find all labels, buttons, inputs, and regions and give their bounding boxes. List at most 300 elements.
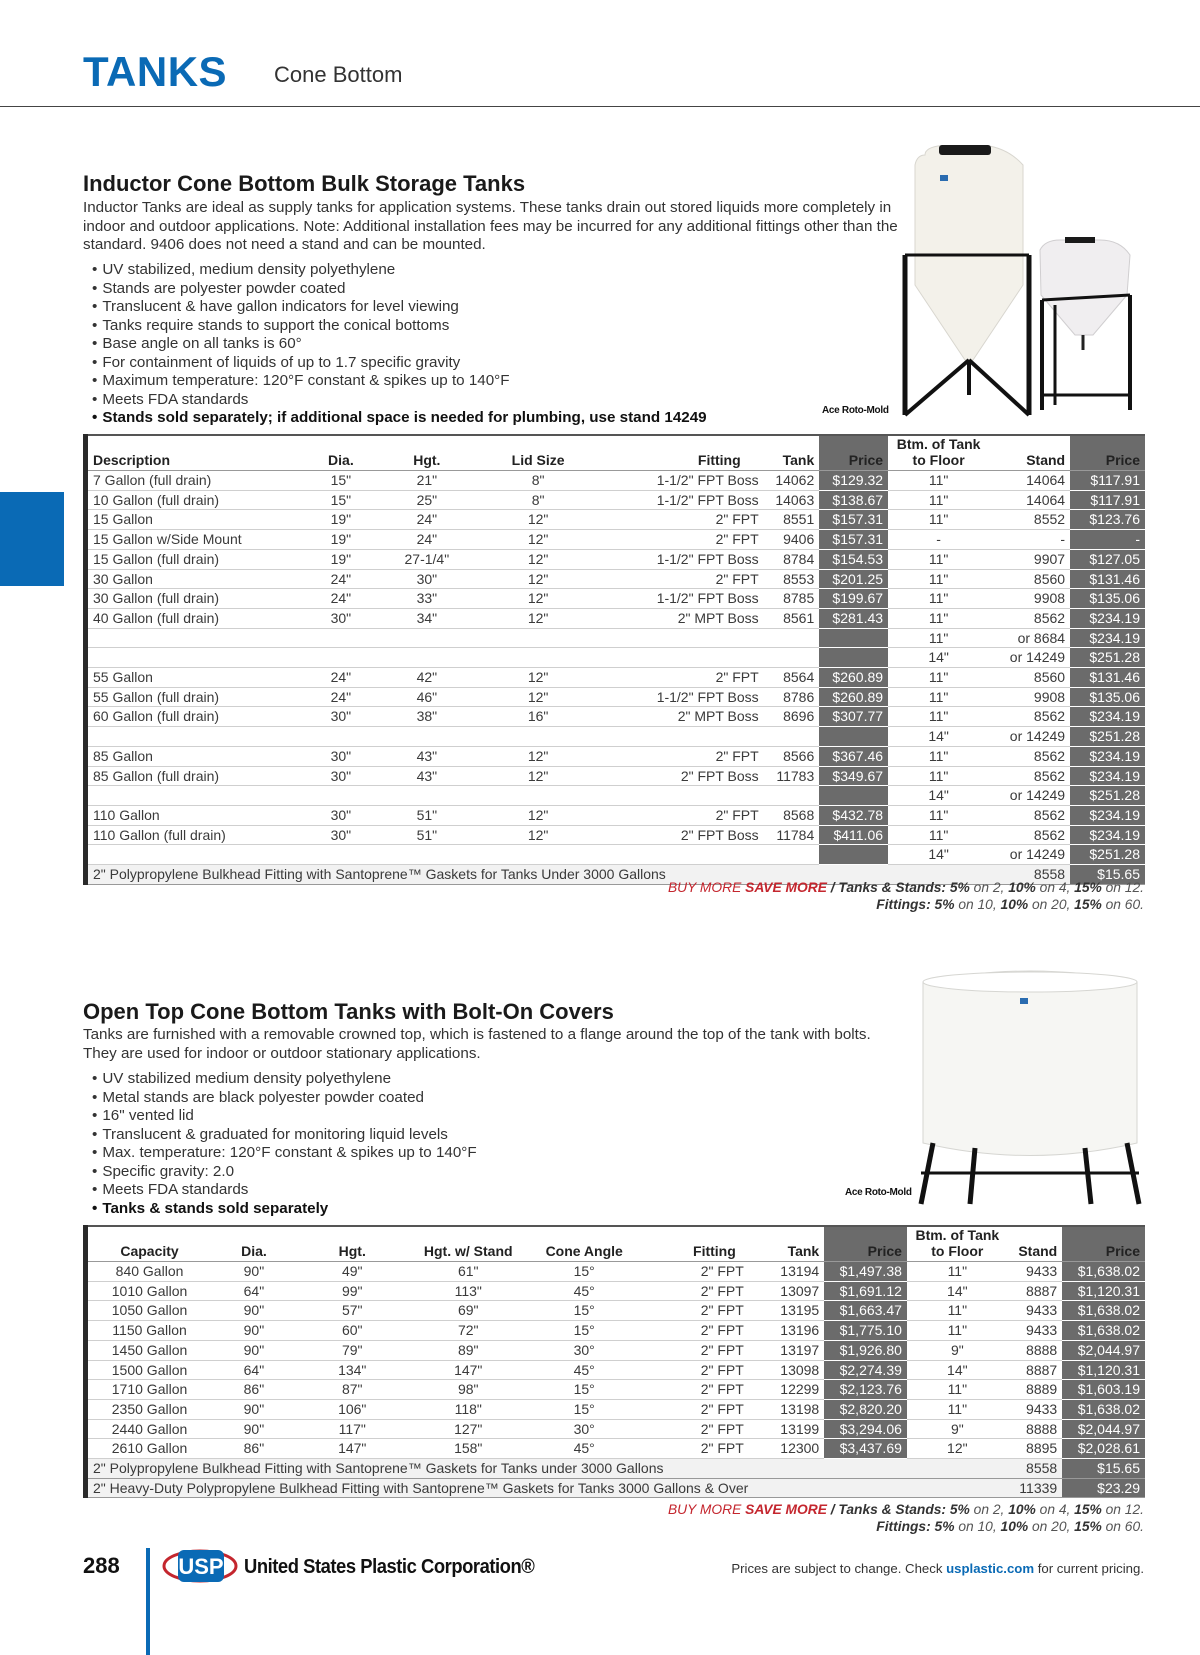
table-cell: 12" [477, 530, 598, 550]
feature-bullet: • Meets FDA standards [92, 391, 707, 410]
promo-line-fittings [668, 1519, 1144, 1536]
promo-f2: 10% [1000, 1518, 1029, 1534]
table-cell: 11" [888, 707, 989, 727]
table-cell: 8566 [767, 746, 820, 766]
feature-bullet: • Max. temperature: 120°F constant & spikes up to 140°F [92, 1144, 477, 1163]
table-cell: 30" [305, 825, 376, 845]
table-cell: 1050 Gallon [86, 1301, 212, 1321]
table-cell: $234.19 [1070, 805, 1145, 825]
table-cell: $127.05 [1070, 549, 1145, 569]
page-number: 288 [83, 1553, 120, 1578]
table-cell: 90" [211, 1262, 297, 1282]
table-cell: $281.43 [819, 608, 888, 628]
promo-buy-more: BUY MORE [667, 880, 742, 895]
promo-t2: 10% [1008, 1502, 1036, 1517]
table-row [86, 766, 1146, 786]
table-cell: 40 Gallon (full drain) [86, 608, 306, 628]
table-cell: 2" FPT [640, 1301, 772, 1321]
table-cell: 2" FPT [599, 746, 767, 766]
table-cell: 2" FPT [640, 1399, 772, 1419]
table-cell: 8560 [989, 668, 1070, 688]
table-cell: 8562 [989, 707, 1070, 727]
table-cell: $234.19 [1070, 825, 1145, 845]
table-cell: 12" [477, 608, 598, 628]
promo-f2-on: on 20, [1028, 896, 1075, 912]
accessory-row [86, 1459, 1146, 1479]
table-cell: 1-1/2" FPT Boss [599, 490, 767, 510]
table-cell: 24" [376, 510, 477, 530]
table-cell: 11" [907, 1321, 1008, 1341]
table-cell: 19" [305, 530, 376, 550]
table-cell: 25" [376, 490, 477, 510]
table-cell [477, 845, 598, 865]
table-cell: 13196 [772, 1321, 824, 1341]
table-cell: 55 Gallon (full drain) [86, 687, 306, 707]
accessory-stand: 8558 [1008, 1459, 1062, 1479]
table-cell: 85 Gallon (full drain) [86, 766, 306, 786]
table-cell: 8888 [1008, 1340, 1062, 1360]
table-cell: 11" [888, 628, 989, 648]
table-cell: 45° [529, 1439, 640, 1459]
table-cell: 19" [305, 549, 376, 569]
promo-f3: 15% [1074, 896, 1102, 912]
table-cell: 14" [907, 1281, 1008, 1301]
table-cell: - [888, 530, 989, 550]
table-cell: 1150 Gallon [86, 1321, 212, 1341]
table-cell: 8562 [989, 746, 1070, 766]
feature-bullet: • Tanks require stands to support the conical bottoms [92, 317, 707, 336]
usplastic-link[interactable]: usplastic.com [946, 1561, 1035, 1576]
table-cell: 11" [888, 668, 989, 688]
table-cell [305, 786, 376, 806]
table-cell: 118" [408, 1399, 529, 1419]
table-cell [819, 628, 888, 648]
table-row [86, 510, 1146, 530]
feature-bullet-bold: • Stands sold separately; if additional space is needed for plumbing, use stand 14249 [92, 409, 707, 428]
table-cell: $1,638.02 [1062, 1321, 1145, 1341]
table-cell [305, 628, 376, 648]
table-cell: 14064 [989, 490, 1070, 510]
table-cell: 79" [297, 1340, 408, 1360]
table-cell: 2" FPT [599, 668, 767, 688]
table-cell [86, 628, 306, 648]
section1-price-table [83, 434, 1145, 885]
table-cell: $260.89 [819, 687, 888, 707]
table-cell: 30 Gallon (full drain) [86, 589, 306, 609]
col-bottom-to-floor [888, 435, 989, 471]
promo-f3-on: on 60. [1101, 1518, 1144, 1534]
table-cell: 30" [305, 608, 376, 628]
table-cell: 2" FPT [640, 1360, 772, 1380]
table-row [86, 668, 1146, 688]
promo-f2-on: on 20, [1028, 1518, 1075, 1534]
table-cell: 13194 [772, 1262, 824, 1282]
table-cell: 9433 [1008, 1321, 1062, 1341]
table-cell: $135.06 [1070, 589, 1145, 609]
table-cell: 14063 [767, 490, 820, 510]
table-cell: 10 Gallon (full drain) [86, 490, 306, 510]
table-cell: $2,028.61 [1062, 1439, 1145, 1459]
table-cell: 42" [376, 668, 477, 688]
table-cell [477, 786, 598, 806]
accessory-stand: 8558 [989, 865, 1070, 885]
small-tank-graphic [1040, 237, 1130, 410]
col-tank: Tank [767, 435, 820, 471]
table-cell: 1-1/2" FPT Boss [599, 549, 767, 569]
table-cell: 45° [529, 1281, 640, 1301]
table-cell: 8552 [989, 510, 1070, 530]
table-row [86, 825, 1146, 845]
col-capacity: Capacity [86, 1226, 212, 1262]
table-cell: 840 Gallon [86, 1262, 212, 1282]
table-header-row [86, 435, 1146, 471]
table-row [86, 1360, 1146, 1380]
table-cell: $117.91 [1070, 471, 1145, 491]
table-cell: 11" [907, 1399, 1008, 1419]
table-cell: 117" [297, 1419, 408, 1439]
section2-intro: Tanks are furnished with a removable crowned top, which is fastened to a flange around the top of the tank with bolts. They are used for indoor or outdoor stationary applications. [83, 1026, 871, 1062]
table-cell: 12" [477, 746, 598, 766]
table-cell: - [989, 530, 1070, 550]
table-cell: 89" [408, 1340, 529, 1360]
table-cell: 12" [477, 589, 598, 609]
table-cell: 8895 [1008, 1439, 1062, 1459]
table-cell: 8696 [767, 707, 820, 727]
table-cell: 8889 [1008, 1380, 1062, 1400]
section-side-tab [0, 492, 64, 586]
feature-bullet: • Specific gravity: 2.0 [92, 1163, 477, 1182]
table-cell: 2" FPT Boss [599, 766, 767, 786]
table-cell: 30" [305, 746, 376, 766]
table-cell: 12" [477, 687, 598, 707]
table-cell: 15 Gallon (full drain) [86, 549, 306, 569]
table-cell: or 14249 [989, 727, 1070, 747]
table-cell [599, 786, 767, 806]
table-cell: 147" [408, 1360, 529, 1380]
table-cell [767, 648, 820, 668]
table-cell: 8" [477, 490, 598, 510]
table-cell: $1,775.10 [824, 1321, 907, 1341]
table-cell: 55 Gallon [86, 668, 306, 688]
table-cell: 90" [211, 1399, 297, 1419]
table-cell: 21" [376, 471, 477, 491]
ace-roto-mold-logo: Ace Roto-Mold [845, 1187, 912, 1198]
table-row [86, 1340, 1146, 1360]
page-subtitle: Cone Bottom [274, 62, 403, 87]
table-cell [376, 786, 477, 806]
table-cell: $1,638.02 [1062, 1262, 1145, 1282]
promo-f1-on: on 10, [954, 896, 1001, 912]
table-cell: 12" [907, 1439, 1008, 1459]
table-row [86, 746, 1146, 766]
table-cell: 2" FPT [640, 1419, 772, 1439]
table-cell: 90" [211, 1321, 297, 1341]
table-cell: $138.67 [819, 490, 888, 510]
promo-buy-more: BUY MORE [667, 1502, 742, 1517]
table-cell: 30" [376, 569, 477, 589]
table-cell: - [1070, 530, 1145, 550]
feature-bullet: • Meets FDA standards [92, 1181, 477, 1200]
table-cell: 8564 [767, 668, 820, 688]
col-height-with-stand: Hgt. w/ Stand [408, 1226, 529, 1262]
table-cell: 90" [211, 1301, 297, 1321]
table-cell: 11" [888, 805, 989, 825]
table-cell: 24" [305, 589, 376, 609]
table-cell: 8553 [767, 569, 820, 589]
table-cell [767, 786, 820, 806]
table-cell: 30" [305, 805, 376, 825]
table-cell: 14" [888, 786, 989, 806]
promo-t2-on: on 4, [1035, 880, 1075, 895]
table-cell: $251.28 [1070, 727, 1145, 747]
table-cell: 8562 [989, 766, 1070, 786]
table-cell: 14064 [989, 471, 1070, 491]
table-cell: $135.06 [1070, 687, 1145, 707]
promo-save-more: SAVE MORE [745, 880, 827, 895]
col-height: Hgt. [297, 1226, 408, 1262]
table-cell: 2" MPT Boss [599, 608, 767, 628]
table-cell: 86" [211, 1380, 297, 1400]
table-cell: 38" [376, 707, 477, 727]
table-cell [376, 845, 477, 865]
feature-bullet: • Base angle on all tanks is 60° [92, 335, 707, 354]
table-cell: or 14249 [989, 786, 1070, 806]
promo-f3: 15% [1074, 1518, 1102, 1534]
table-cell: $201.25 [819, 569, 888, 589]
table-cell: 15° [529, 1301, 640, 1321]
table-cell: 2" FPT [599, 530, 767, 550]
table-cell: 13198 [772, 1399, 824, 1419]
col-tank-price: Price [819, 435, 888, 471]
table-cell [86, 845, 306, 865]
table-cell: 69" [408, 1301, 529, 1321]
table-cell: 12299 [772, 1380, 824, 1400]
table-row [86, 687, 1146, 707]
feature-bullet: • For containment of liquids of up to 1.7 specific gravity [92, 354, 707, 373]
table-cell: 87" [297, 1380, 408, 1400]
table-cell [599, 845, 767, 865]
table-cell: 30 Gallon [86, 569, 306, 589]
table-cell: 11783 [767, 766, 820, 786]
table-cell: 19" [305, 510, 376, 530]
table-cell: 27-1/4" [376, 549, 477, 569]
accessory-description: 2" Polypropylene Bulkhead Fitting with Santoprene™ Gaskets for Tanks under 3000 Gallons [86, 1459, 1008, 1479]
promo-t3-on: on 12. [1101, 1502, 1144, 1517]
table-cell: 90" [211, 1340, 297, 1360]
table-cell: 16" [477, 707, 598, 727]
table-cell: 1010 Gallon [86, 1281, 212, 1301]
table-cell: 11" [888, 549, 989, 569]
feature-bullet: • Maximum temperature: 120°F constant & spikes up to 140°F [92, 372, 707, 391]
footer-divider [146, 1548, 150, 1655]
col-lid-size: Lid Size [477, 435, 598, 471]
accessory-description: 2" Heavy-Duty Polypropylene Bulkhead Fitting with Santoprene™ Gaskets for Tanks 3000 Gallons & Over [86, 1478, 1008, 1498]
table-row [86, 786, 1146, 806]
table-cell: 7 Gallon (full drain) [86, 471, 306, 491]
promo-line-fittings [668, 897, 1144, 914]
table-cell [767, 845, 820, 865]
table-cell: 8561 [767, 608, 820, 628]
table-cell: $1,497.38 [824, 1262, 907, 1282]
table-cell: $1,638.02 [1062, 1399, 1145, 1419]
table-row [86, 471, 1146, 491]
pricing-note-pre: Prices are subject to change. Check [731, 1561, 947, 1576]
table-cell: 34" [376, 608, 477, 628]
table-cell: 8887 [1008, 1281, 1062, 1301]
table-cell: 9907 [989, 549, 1070, 569]
table-cell: or 14249 [989, 845, 1070, 865]
table-cell: 15° [529, 1399, 640, 1419]
table-cell: $234.19 [1070, 746, 1145, 766]
table-cell: $2,044.97 [1062, 1419, 1145, 1439]
table-cell: 15° [529, 1262, 640, 1282]
table-cell: 1-1/2" FPT Boss [599, 471, 767, 491]
open-top-tank-image [915, 968, 1145, 1208]
promo-save-more: SAVE MORE [745, 1502, 827, 1517]
table-cell: 12300 [772, 1439, 824, 1459]
table-cell [86, 727, 306, 747]
table-cell: $1,926.80 [824, 1340, 907, 1360]
col-fitting: Fitting [640, 1226, 772, 1262]
table-cell: $131.46 [1070, 569, 1145, 589]
table-cell: 8888 [1008, 1419, 1062, 1439]
table-cell: 110 Gallon [86, 805, 306, 825]
table-cell: $2,044.97 [1062, 1340, 1145, 1360]
table-cell [599, 628, 767, 648]
table-cell [376, 628, 477, 648]
promo-t3: 15% [1074, 1502, 1102, 1517]
table-cell: 12" [477, 766, 598, 786]
col-stand: Stand [989, 435, 1070, 471]
section1-feature-list [92, 261, 707, 428]
feature-bullet-bold: • Tanks & stands sold separately [92, 1200, 477, 1219]
table-cell: $131.46 [1070, 668, 1145, 688]
table-cell [819, 727, 888, 747]
table-cell: $157.31 [819, 530, 888, 550]
table-cell: $234.19 [1070, 608, 1145, 628]
table-cell: 9908 [989, 589, 1070, 609]
promo-t1-on: on 2, [969, 880, 1009, 895]
table-cell: 134" [297, 1360, 408, 1380]
col-tank: Tank [772, 1226, 824, 1262]
table-cell: 2610 Gallon [86, 1439, 212, 1459]
table-cell [599, 727, 767, 747]
table-cell: 11" [907, 1262, 1008, 1282]
table-cell: 49" [297, 1262, 408, 1282]
promo-t2-on: on 4, [1035, 1502, 1075, 1517]
table-cell: $251.28 [1070, 845, 1145, 865]
table-cell: 2" FPT [599, 805, 767, 825]
table-cell: 8786 [767, 687, 820, 707]
company-name: United States Plastic Corporation® [244, 1556, 535, 1578]
table-cell [477, 648, 598, 668]
col-diameter: Dia. [305, 435, 376, 471]
col-cone-angle: Cone Angle [529, 1226, 640, 1262]
table-cell: 24" [305, 668, 376, 688]
usp-logo-icon [162, 1546, 240, 1586]
table-cell: 43" [376, 766, 477, 786]
table-cell: $1,120.31 [1062, 1360, 1145, 1380]
table-cell: 51" [376, 805, 477, 825]
table-cell: 46" [376, 687, 477, 707]
promo-line-tanks [668, 1502, 1144, 1519]
table-cell: 90" [211, 1419, 297, 1439]
table-cell: 12" [477, 510, 598, 530]
table-cell: 72" [408, 1321, 529, 1341]
table-cell: 14062 [767, 471, 820, 491]
feature-bullet: • Translucent & have gallon indicators for level viewing [92, 298, 707, 317]
table-row [86, 727, 1146, 747]
table-cell [767, 628, 820, 648]
table-cell: 15 Gallon w/Side Mount [86, 530, 306, 550]
table-cell: 57" [297, 1301, 408, 1321]
table-cell: $1,120.31 [1062, 1281, 1145, 1301]
table-cell: 11" [888, 825, 989, 845]
ace-roto-mold-logo: Ace Roto-Mold [822, 405, 889, 416]
table-cell: 113" [408, 1281, 529, 1301]
table-cell: 8568 [767, 805, 820, 825]
table-cell: 2" FPT [599, 510, 767, 530]
table-cell: 99" [297, 1281, 408, 1301]
table-cell: 12" [477, 805, 598, 825]
table-cell: 11" [888, 608, 989, 628]
table-row [86, 845, 1146, 865]
table-cell [477, 628, 598, 648]
table-cell: 13098 [772, 1360, 824, 1380]
table-row [86, 648, 1146, 668]
table-cell: 11" [888, 510, 989, 530]
table-cell: 30" [305, 707, 376, 727]
table-cell: 30° [529, 1419, 640, 1439]
promo-f1: 5% [934, 896, 955, 912]
table-cell: 13097 [772, 1281, 824, 1301]
table-row [86, 490, 1146, 510]
accessory-price: $15.65 [1062, 1459, 1145, 1479]
feature-bullet: • 16" vented lid [92, 1107, 477, 1126]
table-cell: 9433 [1008, 1262, 1062, 1282]
table-row [86, 569, 1146, 589]
promo-t1: 5% [949, 880, 970, 895]
col-bottom-label: Btm. of Tank [915, 1227, 1000, 1243]
table-row [86, 1321, 1146, 1341]
table-cell: $157.31 [819, 510, 888, 530]
table-row [86, 549, 1146, 569]
table-cell: 9" [907, 1419, 1008, 1439]
table-row [86, 1380, 1146, 1400]
section1-promo [668, 880, 1144, 913]
table-cell: 8562 [989, 805, 1070, 825]
table-cell: 15" [305, 471, 376, 491]
table-header-row [86, 1226, 1146, 1262]
table-cell [86, 648, 306, 668]
table-cell: 1-1/2" FPT Boss [599, 687, 767, 707]
table-cell: 11" [888, 746, 989, 766]
table-cell [599, 648, 767, 668]
section2-promo [668, 1502, 1144, 1535]
feature-bullet: • UV stabilized, medium density polyethylene [92, 261, 707, 280]
table-cell: 106" [297, 1399, 408, 1419]
table-cell [305, 727, 376, 747]
table-cell: 15 Gallon [86, 510, 306, 530]
table-cell: 2350 Gallon [86, 1399, 212, 1419]
table-cell: 110 Gallon (full drain) [86, 825, 306, 845]
table-cell [819, 845, 888, 865]
table-cell: or 14249 [989, 648, 1070, 668]
table-cell: $3,437.69 [824, 1439, 907, 1459]
table-cell: 60" [297, 1321, 408, 1341]
table-row [86, 608, 1146, 628]
table-cell: $154.53 [819, 549, 888, 569]
